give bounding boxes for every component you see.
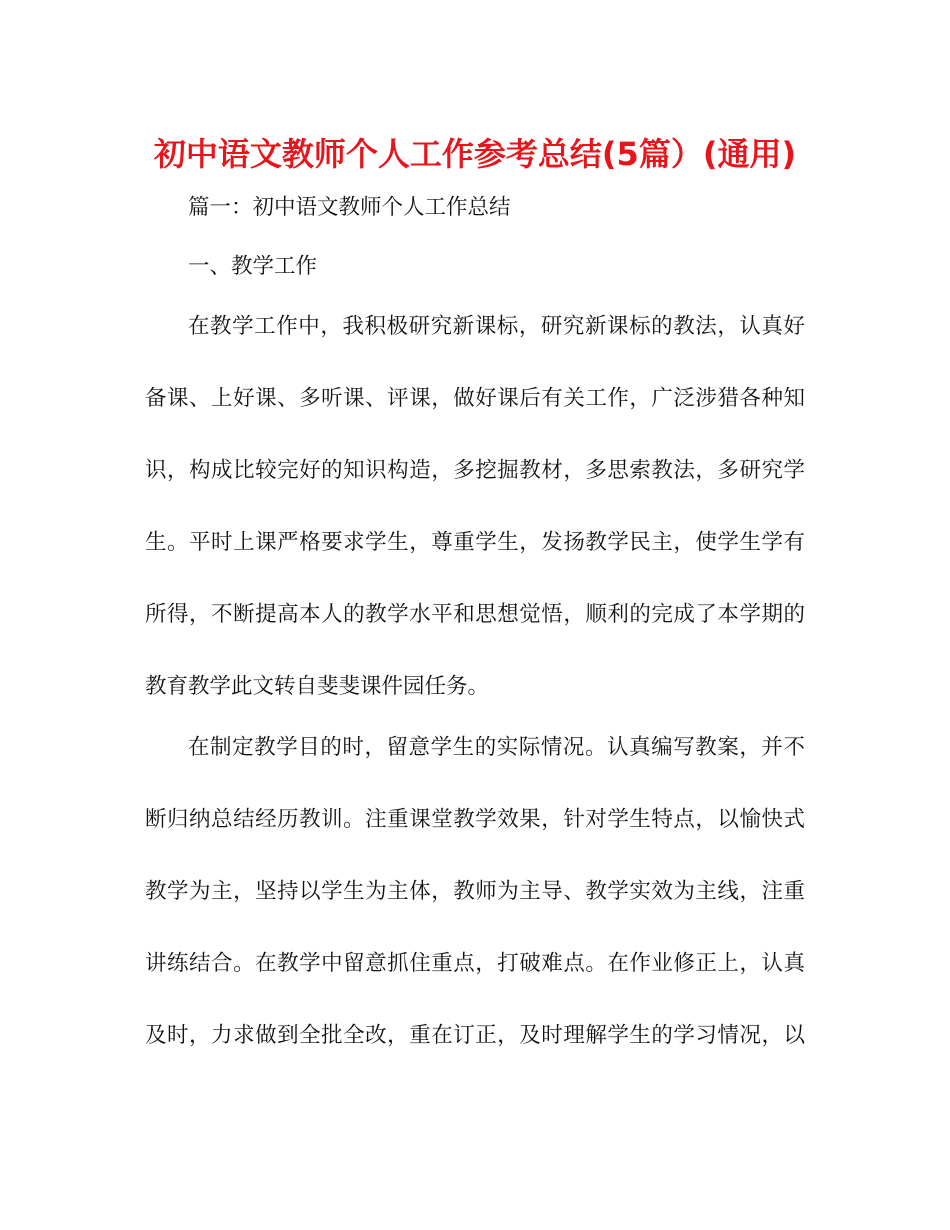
paragraph-line: 教学为主，坚持以学生为主体，教师为主导、教学实效为主线，注重 [145,879,805,904]
subtitle: 篇一：初中语文教师个人工作总结 [188,195,511,220]
document-title: 初中语文教师个人工作参考总结(5篇）(通用) [153,135,797,173]
paragraph-line: 生。平时上课严格要求学生，尊重学生，发扬教学民主，使学生学有 [145,530,805,555]
paragraph-line: 备课、上好课、多听课、评课，做好课后有关工作，广泛涉猎各种知 [145,386,805,411]
paragraph-line: 在教学工作中，我积极研究新课标，研究新课标的教法，认真好 [188,314,805,339]
paragraph-line: 断归纳总结经历教训。注重课堂教学效果，针对学生特点，以愉快式 [145,807,805,832]
paragraph-line: 所得，不断提高本人的教学水平和思想觉悟，顺利的完成了本学期的 [145,602,805,627]
paragraph-line: 讲练结合。在教学中留意抓住重点，打破难点。在作业修正上，认真 [145,951,805,976]
paragraph-line: 在制定教学目的时，留意学生的实际情况。认真编写教案，并不 [188,735,805,760]
section-heading: 一、教学工作 [188,254,318,279]
paragraph-line: 及时，力求做到全批全改，重在订正，及时理解学生的学习情况，以 [145,1023,805,1048]
paragraph-line: 识，构成比较完好的知识构造，多挖掘教材，多思索教法，多研究学 [145,458,805,483]
paragraph-line: 教育教学此文转自斐斐课件园任务。 [145,674,490,699]
